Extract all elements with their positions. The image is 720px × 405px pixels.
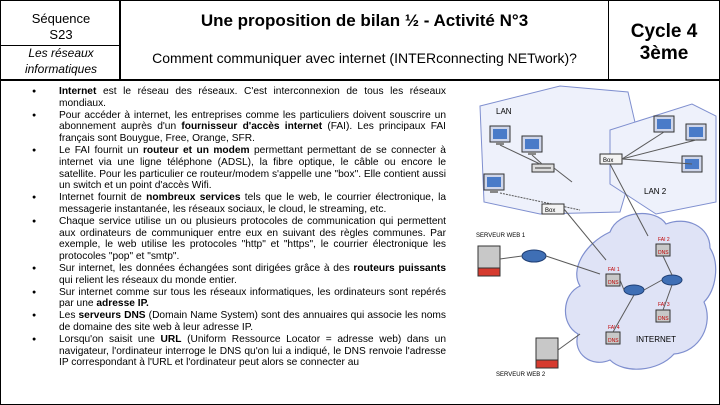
- box-router-icon: [600, 154, 622, 164]
- fai-group-1: [606, 267, 620, 286]
- bullet-item: [32, 86, 446, 110]
- dns-label: DNS: [608, 338, 619, 344]
- router-icon: [624, 285, 644, 295]
- bullet-text: Pour accéder à internet, les entreprises comme les particuliers doivent souscrire un abonnement auprès d'un: [59, 109, 446, 133]
- bullet-item: [32, 192, 446, 216]
- fai-4-label: FAI 4: [608, 325, 620, 331]
- computer-icon: [686, 124, 706, 140]
- bold-term: serveurs DNS: [78, 310, 146, 322]
- router-icon: [522, 250, 546, 262]
- cycle-level: 3ème: [639, 43, 689, 64]
- sequence-subtitle: Les réseaux informatiques: [24, 46, 98, 76]
- bullet-item: [32, 287, 446, 311]
- server-icon: [536, 338, 558, 368]
- switch-icon: [532, 164, 554, 172]
- sequence-panel: [0, 0, 120, 80]
- box-router-icon: [542, 204, 564, 214]
- bullet-text: Lorsqu'on saisit une: [59, 333, 161, 345]
- bullet-text: est le réseau des réseaux. C'est interconnexion de tous les réseaux mondiaux.: [59, 86, 446, 109]
- dns-label: DNS: [608, 280, 619, 286]
- bullet-text: (FAI). Les principaux FAI français sont Bouygue, Free, Orange, SFR.: [59, 121, 446, 145]
- bullet-text: (Domain Name System) sont des annuaires qui associe les noms de domaine des site web à leur adresse IP.: [59, 310, 446, 333]
- fai-group-4: [606, 325, 620, 344]
- bold-term: fournisseur d'accès internet: [181, 121, 323, 133]
- fai-1-label: FAI 1: [608, 267, 620, 273]
- sequence-number: S23: [49, 27, 73, 42]
- bullet-text: qui relient les réseaux du monde entier.: [59, 274, 237, 286]
- bullet-text: (Uniform Ressource Locator = adresse web) dans un navigateur, l'ordinateur interroge le DNS qu'on lui a indiqué, le DNS renvoie l'adresse IP correspondant à l'URL et l'ordinateur peut alors se connecter au: [59, 333, 446, 369]
- bullet-text: Le FAI fournit un: [59, 144, 143, 156]
- bullet-text: Internet fournit de: [59, 192, 147, 204]
- bold-term: nombreux services: [146, 192, 241, 204]
- sequence-title: Séquence: [31, 11, 91, 26]
- router-icon: [662, 275, 682, 285]
- bullet-text: Sur internet comme sur tous les réseaux informatiques, les ordinateurs sont repérés par une: [59, 286, 446, 310]
- bullet-text: Sur internet, les données échangées sont dirigées grâce à des: [59, 262, 354, 274]
- bold-term: URL: [160, 333, 182, 345]
- bullet-list: [32, 86, 446, 369]
- bullet-item: [32, 216, 446, 263]
- network-diagram: [460, 84, 718, 402]
- page-subtitle: Comment communiquer avec internet (INTERconnecting NETwork)?: [152, 50, 577, 66]
- bold-term: adresse IP.: [96, 298, 149, 310]
- fai-2-label: FAI 2: [658, 237, 670, 243]
- cycle-panel: [608, 0, 720, 80]
- bold-term: routeur et un modem: [142, 144, 250, 156]
- internet-label: INTERNET: [636, 335, 676, 344]
- computer-icon: [522, 136, 542, 155]
- bullet-item: [32, 110, 446, 145]
- computer-icon: [490, 126, 510, 145]
- bullet-item: [32, 263, 446, 287]
- lan2-label-line: LAN 2: [644, 187, 667, 196]
- computer-icon: [484, 174, 504, 193]
- bold-term: routeurs puissants: [353, 262, 446, 274]
- bullet-text: tels que le web, le courrier électronique, la messagerie instantanée, les réseaux sociaux, le cloud, le streaming, etc.: [59, 192, 447, 215]
- box-label-1: Box: [545, 208, 556, 214]
- computer-icon: [654, 116, 674, 132]
- fai-group-3: [656, 302, 670, 322]
- bullet-item: [32, 310, 446, 334]
- server-icon: [478, 246, 500, 276]
- lan1-label: LAN: [496, 107, 512, 116]
- bullet-text: Les: [59, 310, 79, 322]
- bold-term: Internet: [59, 86, 97, 97]
- web-server-1-label: SERVEUR WEB 1: [476, 233, 526, 239]
- fai-group-2: [656, 237, 670, 256]
- dns-label: DNS: [658, 250, 669, 256]
- box-label-2: Box: [603, 158, 614, 164]
- cycle-name: Cycle 4: [630, 21, 698, 42]
- dns-label: DNS: [658, 316, 669, 322]
- bullet-text: permettant permettant de se connecter à internet via une ligne téléphone (ADSL), la fibre optique, le câble ou encore le satellite. Pour les particulier ce routeur/modem s'appelle une "box". Elle contient aussi un switch et un point d'accès Wifi.: [59, 144, 446, 192]
- fai-3-label: FAI 3: [658, 302, 670, 308]
- lan2-label: [644, 187, 667, 196]
- bullet-text: Chaque service utilise un ou plusieurs protocoles de communication qui permettent aux ordinateurs de communiquer entre eux en suivant des règles communes. Par exemple, le web utilise les protocoles "http" et "https", le courrier électronique les protocoles "pop" et "smtp".: [59, 215, 446, 263]
- title-panel: [120, 0, 609, 80]
- web-server-2-label: SERVEUR WEB 2: [496, 372, 546, 378]
- cycle-label: [609, 21, 719, 65]
- bullet-item: [32, 334, 446, 369]
- page-title: Une proposition de bilan ½ - Activité N°3: [200, 11, 529, 30]
- bullet-item: [32, 145, 446, 192]
